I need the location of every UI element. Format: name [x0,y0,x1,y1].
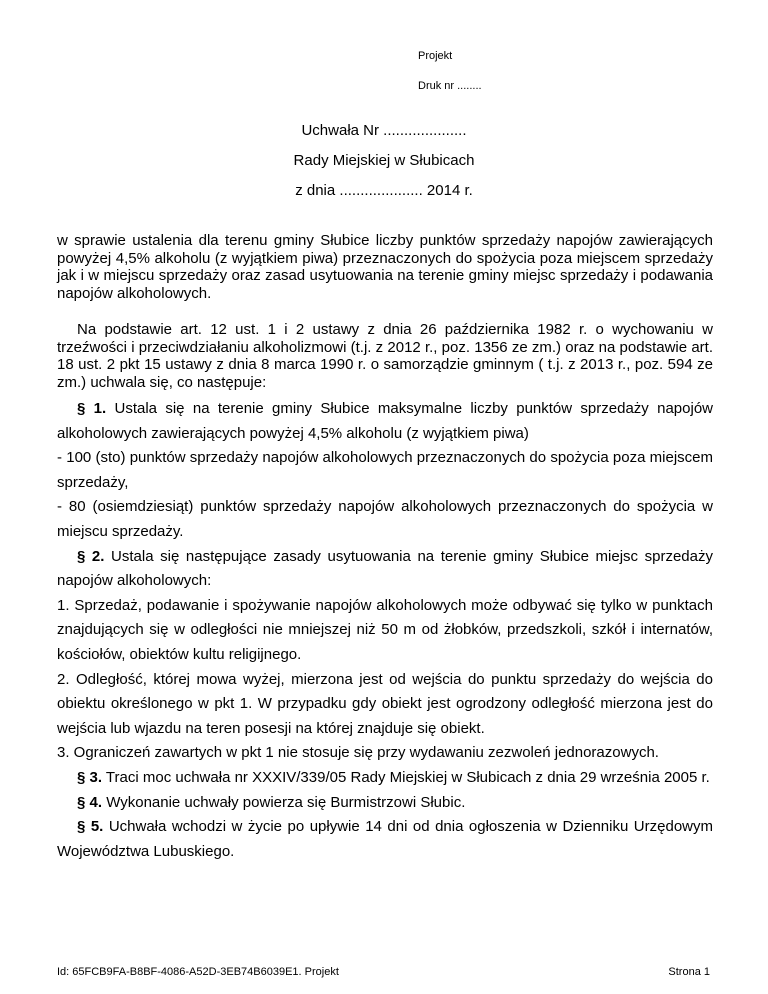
document-id-footer: Id: 65FCB9FA-B8BF-4086-A52D-3EB74B6039E1. Projekt [57,966,339,978]
page-number-footer: Strona 1 [668,966,710,978]
projekt-label: Projekt [418,50,453,62]
section-5-mark: § 5. [77,818,104,836]
section-5 [57,815,713,864]
resolution-number: Uchwała Nr .................... [301,122,467,139]
section-2-text: Ustala się następujące zasady usytuowania na terenie gminy Słubice miejsc sprzedaży napojów alkoholowych: [57,547,713,590]
section-1-item-1: - 100 (sto) punktów sprzedaży napojów alkoholowych przeznaczonych do spożycia poza miejscem sprzedaży, [57,449,713,491]
section-2 [57,545,713,594]
section-2-point-3: 3. Ograniczeń zawartych w pkt 1 nie stosuje się przy wydawaniu zezwoleń jednorazowych. [57,744,659,762]
legal-basis-preamble: Na podstawie art. 12 ust. 1 i 2 ustawy z dnia 26 października 1982 r. o wychowaniu w trzeźwości i przeciwdziałaniu alkoholizmowi (t.j. z 2012 r., poz. 1356 ze zm.) oraz na podstawie art. 18 ust. 2 pkt 15 ustawy z dnia 8 marca 1990 r. o samorządzie gminnym ( t.j. z 2013 r., poz. 594 ze zm.) uchwala się, co następuje: [57,321,713,391]
section-4-mark: § 4. [77,793,103,811]
section-3 [57,766,713,791]
section-2-point-1: 1. Sprzedaż, podawanie i spożywanie napojów alkoholowych może odbywać się tylko w punktach znajdujących się w odległości nie mniejszej niż 50 m od żłobków, przedszkoli, szkół i internatów, kościołów, obiektów kultu religijnego. [57,596,713,663]
section-3-text: Traci moc uchwała nr XXXIV/339/05 Rady Miejskiej w Słubicach z dnia 29 września 2005 r. [102,768,710,786]
section-1-item-2: - 80 (osiemdziesiąt) punktów sprzedaży napojów alkoholowych przeznaczonych do spożycia w miejscu sprzedaży. [57,498,713,540]
resolution-date: z dnia .................... 2014 r. [295,182,473,199]
section-2-point-2: 2. Odległość, której mowa wyżej, mierzona jest od wejścia do punktu sprzedaży do wejścia do obiektu określonego w pkt 1. W przypadku gdy obiekt jest ogrodzony odległość mierzona jest do wejścia lub wjazdu na teren posesji na której znajduje się obiekt. [57,670,713,737]
section-4-text: Wykonanie uchwały powierza się Burmistrzowi Słubic. [102,793,466,811]
section-1 [57,397,713,446]
section-1-text: Ustala się na terenie gminy Słubice maksymalne liczby punktów sprzedaży napojów alkoholowych zawierających powyżej 4,5% alkoholu (z wyjątkiem piwa) [57,400,713,442]
resolution-subject: w sprawie ustalenia dla terenu gminy Słubice liczby punktów sprzedaży napojów zawierających powyżej 4,5% alkoholu (z wyjątkiem piwa) przeznaczonych do spożycia poza miejscem sprzedaży jak i w miejscu sprzedaży oraz zasad usytuowania na terenie gminy miejsc sprzedaży i podawania napojów alkoholowych. [57,232,713,302]
section-5-text: Uchwała wchodzi w życie po upływie 14 dni od dnia ogłoszenia w Dzienniku Urzędowym Województwa Lubuskiego. [57,818,713,860]
resolution-body [57,397,713,864]
section-2-mark: § 2. [77,547,105,565]
druk-number-label: Druk nr ........ [418,80,482,92]
council-name: Rady Miejskiej w Słubicach [293,152,475,169]
section-1-mark: § 1. [77,400,107,417]
section-3-mark: § 3. [77,768,103,786]
section-4 [57,791,713,816]
